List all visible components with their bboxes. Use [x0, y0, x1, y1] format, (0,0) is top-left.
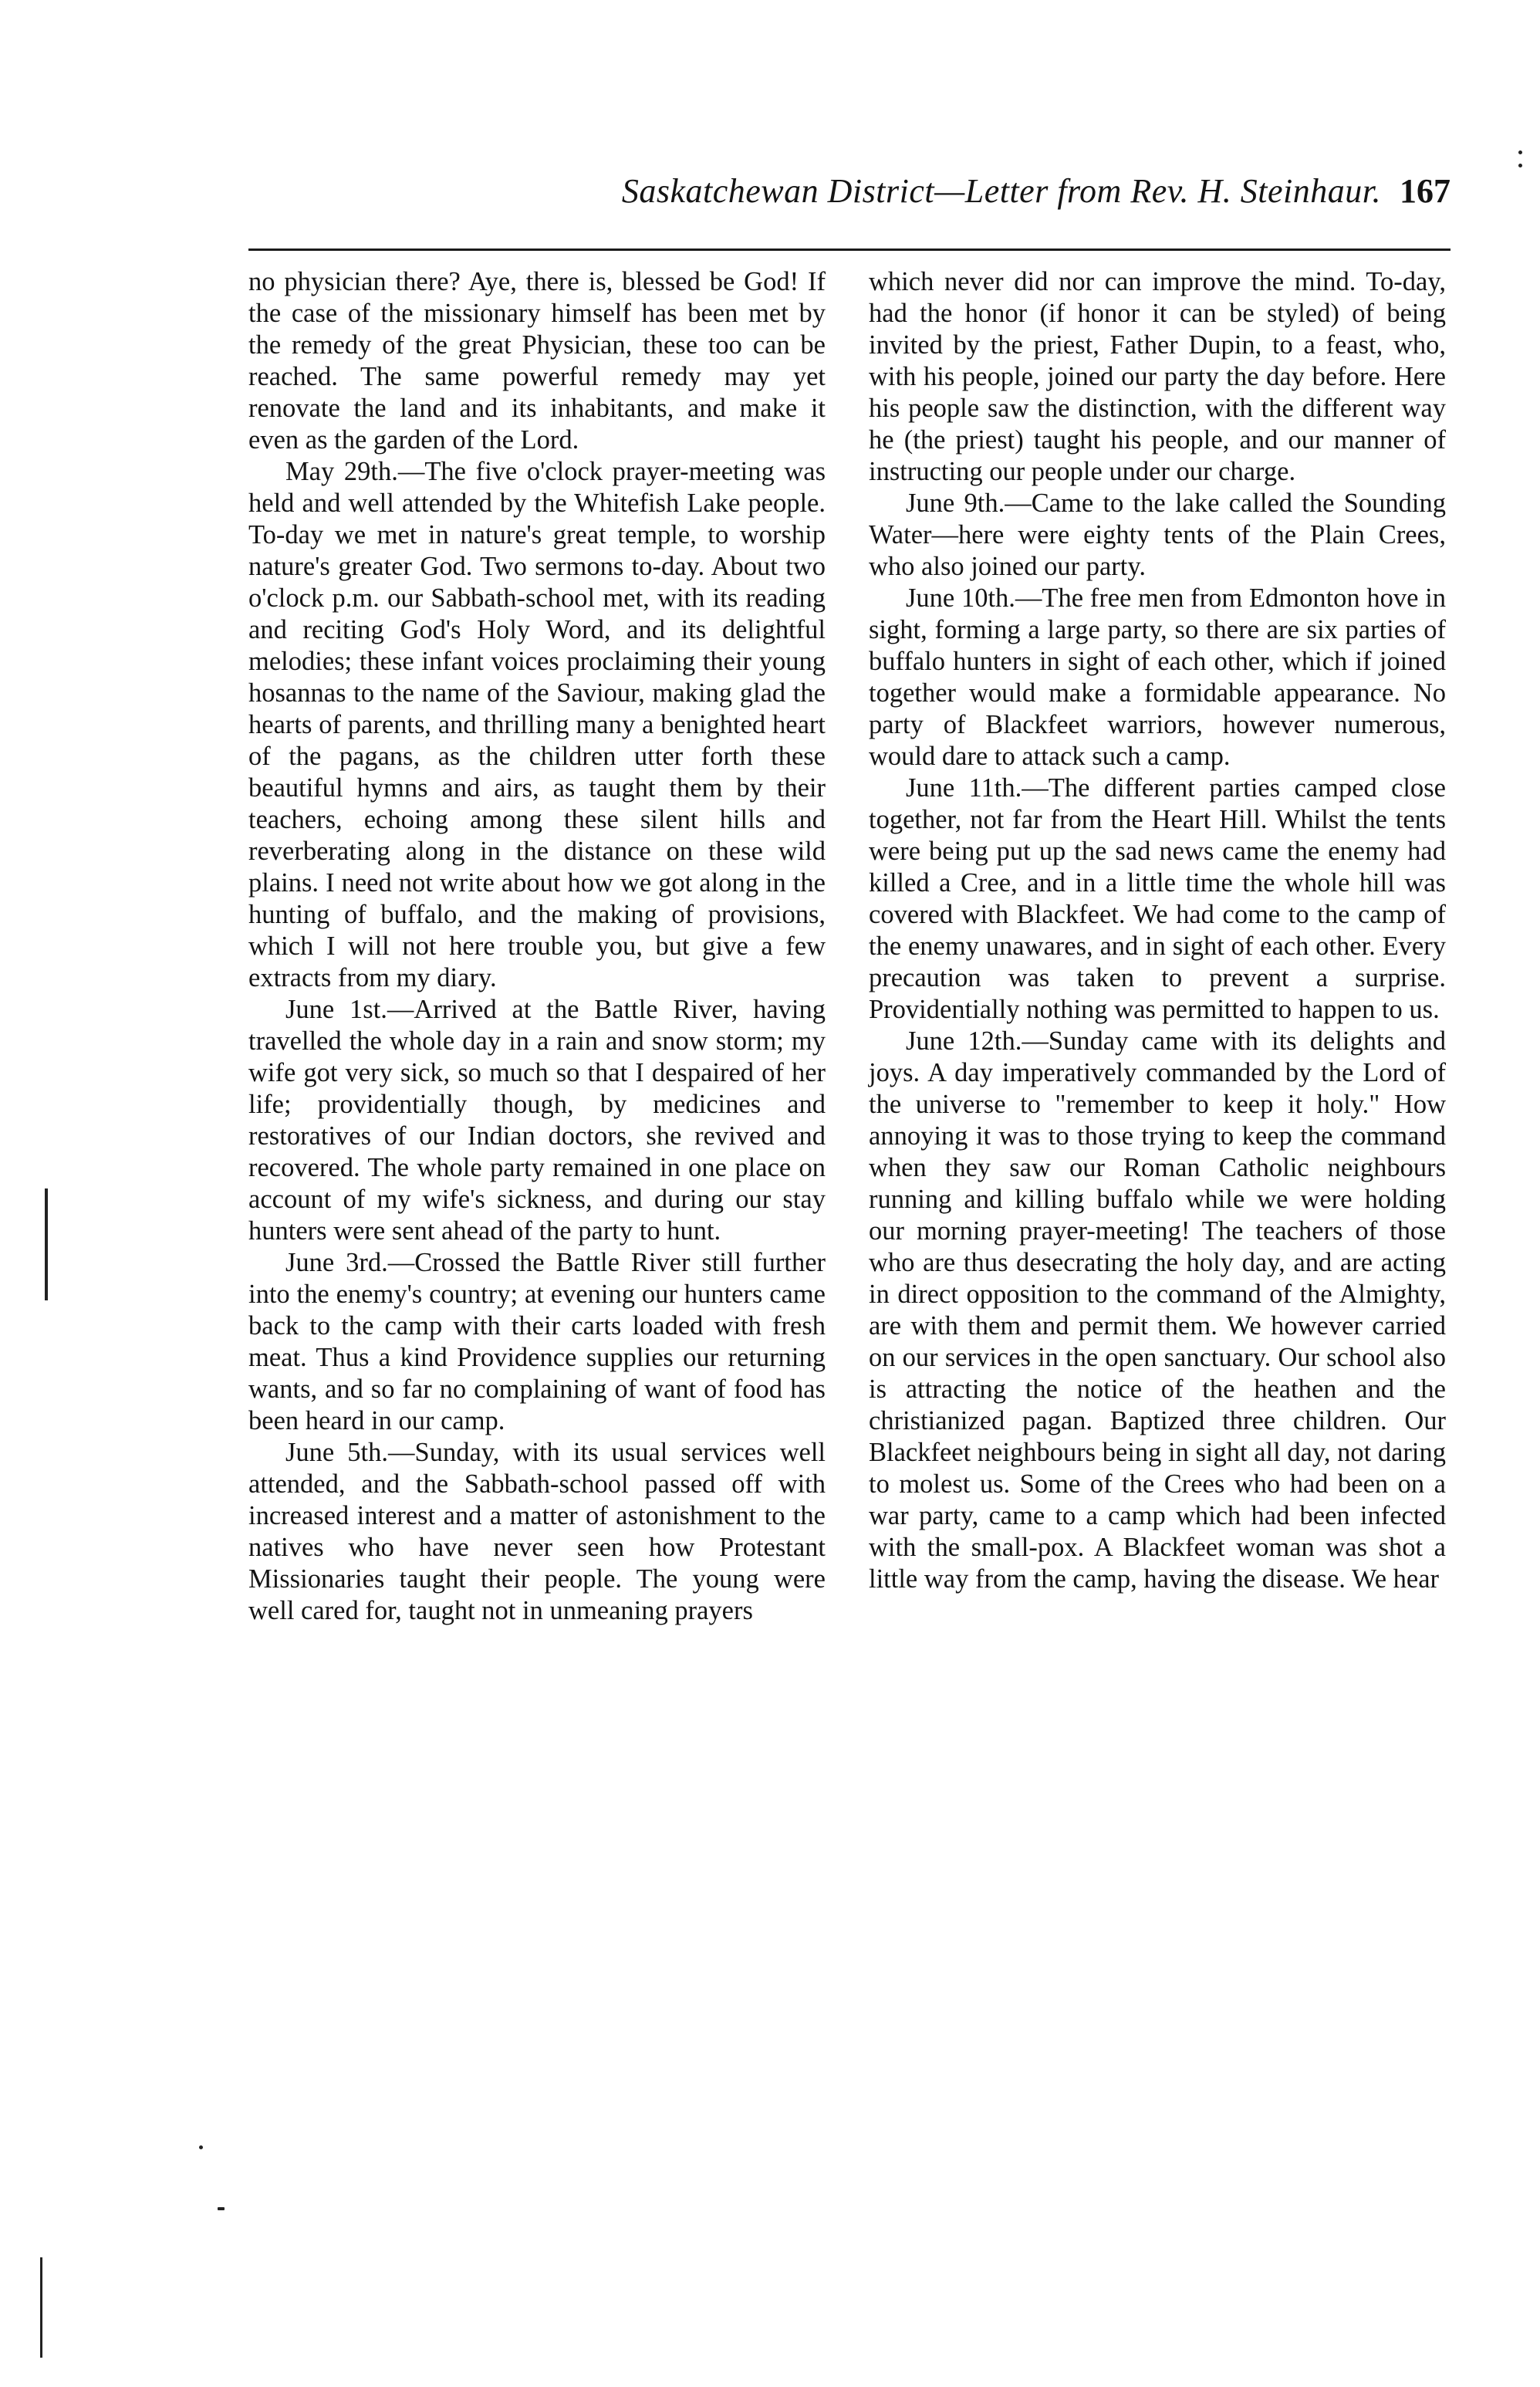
paragraph: no physician there? Aye, there is, blessed be God! If the case of the missionary himself has been met by the remedy of the great Physician, these too can be reached. The same powerful remedy may yet renovate the land and its inhabitants, and make it even as the garden of the Lord.: [248, 267, 826, 455]
running-title: Saskatchewan District—Letter from Rev. H. Steinhaur.: [621, 172, 1381, 210]
running-head: [386, 171, 1451, 218]
header-rule: [248, 249, 1451, 251]
page-number: 167: [1400, 172, 1451, 210]
left-column: [248, 266, 826, 1627]
margin-dot: [1518, 150, 1522, 154]
margin-dot: [199, 2145, 203, 2149]
paragraph-june-12: June 12th.—Sunday came with its delights and joys. A day imperatively commanded by the Lord of the universe to "remember to keep it holy." How annoying it was to those trying to keep the command when they saw our Roman Catholic neighbours running and killing buffalo while we were holding our morning prayer-meeting! The teachers of those who are thus desecrating the holy day, and are acting in direct opposition to the command of the Almighty, are with them and permit them. We however carried on our services in the open sanctuary. Our school also is attracting the notice of the heathen and the christianized pagan. Baptized three children. Our Blackfeet neighbours being in sight all day, not daring to molest us. Some of the Crees who had been on a war party, came to a camp which had been infected with the small-pox. A Blackfeet woman was shot a little way from the camp, having the disease. We hear: [869, 1026, 1446, 1594]
paragraph-may-29: May 29th.—The five o'clock prayer-meeting was held and well attended by the Whitefish Lake people. To-day we met in nature's great temple, to worship nature's greater God. Two sermons to-day. About two o'clock p.m. our Sabbath-school met, with its reading and reciting God's Holy Word, and its delightful melodies; these infant voices proclaiming their young hosannas to the name of the Saviour, making glad the hearts of parents, and thrilling many a benighted heart of the pagans, as the children utter forth these beautiful hymns and airs, as taught them by their teachers, echoing among these silent hills and reverberating along in the distance on these wild plains. I need not write about how we got along in the hunting of buffalo, and the making of provisions, which I will not here trouble you, but give a few extracts from my diary.: [248, 457, 826, 992]
margin-dot: [1518, 164, 1522, 167]
paragraph-june-10: June 10th.—The free men from Edmonton hove in sight, forming a large party, so there are six parties of buffalo hunters in sight of each other, which if joined together would make a formidable appearance. No party of Blackfeet warriors, however numerous, would dare to attack such a camp.: [869, 583, 1446, 771]
paragraph: which never did nor can improve the mind. To-day, had the honor (if honor it can be styled) of being invited by the priest, Father Dupin, to a feast, who, with his people, joined our party the day before. Here his people saw the distinction, with the different way he (the priest) taught his people, and our manner of instructing our people under our charge.: [869, 267, 1446, 486]
paragraph-june-1: June 1st.—Arrived at the Battle River, having travelled the whole day in a rain and snow storm; my wife got very sick, so much so that I despaired of her life; providentially though, by medicines and restoratives of our Indian doctors, she revived and recovered. The whole party remained in one place on account of my wife's sickness, and during our stay hunters were sent ahead of the party to hunt.: [248, 995, 826, 1246]
paragraph-june-11: June 11th.—The different parties camped close together, not far from the Heart Hill. Whilst the tents were being put up the sad news came the enemy had killed a Cree, and in a little time the whole hill was covered with Blackfeet. We had come to the camp of the enemy unawares, and in sight of each other. Every precaution was taken to prevent a surprise. Providentially nothing was permitted to happen to us.: [869, 773, 1446, 1024]
paragraph-june-3: June 3rd.—Crossed the Battle River still further into the enemy's country; at evening our hunters came back to the camp with their carts loaded with fresh meat. Thus a kind Providence supplies our returning wants, and so far no complaining of want of food has been heard in our camp.: [248, 1248, 826, 1435]
right-column: [869, 266, 1446, 1595]
paragraph-june-5: June 5th.—Sunday, with its usual services well attended, and the Sabbath-school passed off with increased interest and a matter of astonishment to the natives who have never seen how Protestant Missionaries taught their people. The young were well cared for, taught not in unmeaning prayers: [248, 1438, 826, 1625]
margin-dot: [218, 2207, 225, 2210]
paragraph-june-9: June 9th.—Came to the lake called the Sounding Water—here were eighty tents of the Plain Crees, who also joined our party.: [869, 489, 1446, 581]
margin-mark: [45, 1188, 48, 1300]
margin-mark: [40, 2257, 42, 2358]
